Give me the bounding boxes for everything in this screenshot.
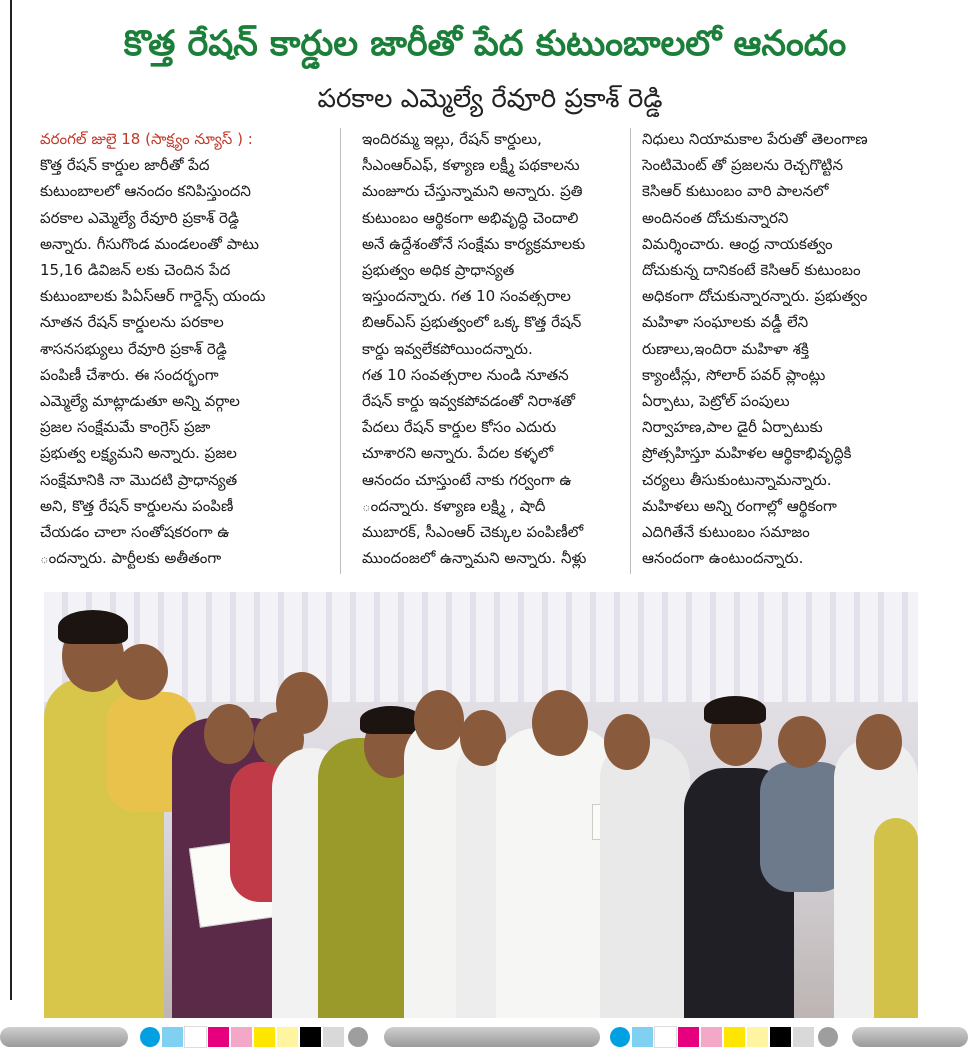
article-line: పరకాల ఎమ్మెల్యే రేవూరి ప్రకాశ్ రెడ్డి <box>40 208 240 227</box>
article-line: ప్రభుత్వం అధిక ప్రాధాన్యత <box>362 261 515 280</box>
color-swatch <box>747 1027 768 1047</box>
gray-dot <box>818 1027 838 1047</box>
article-line: నిధులు నియామకాల పేరుతో తెలంగాణ <box>642 130 868 148</box>
color-swatch <box>277 1027 298 1047</box>
registration-bar <box>384 1027 600 1047</box>
color-swatch <box>231 1027 252 1047</box>
photo-hair <box>58 610 128 644</box>
article-line: క్యాంటీన్లు, సోలార్ పవర్ ప్లాంట్లు <box>642 365 826 384</box>
cyan-dot <box>610 1027 630 1047</box>
article-line: మహిళా సంఘాలకు వడ్డీ లేని <box>642 313 809 332</box>
article-line: సీఎంఆర్ఎఫ్, కళ్యాణ లక్ష్మీ పథకాలను <box>362 156 580 175</box>
article-line: చూశారని అన్నారు. పేదల కళ్ళలో <box>362 444 554 463</box>
color-swatch <box>300 1027 321 1047</box>
article-line: కెసిఆర్ కుటుంబం వారి పాలనలో <box>642 182 829 201</box>
article-line: శాసనసభ్యులు రేవూరి ప్రకాశ్ రెడ్డి <box>40 339 227 358</box>
article-line: రుణాలు,ఇందిరా మహిళా శక్తి <box>642 339 809 358</box>
color-swatch <box>185 1027 206 1047</box>
article-line: ముబారక్, సీఎంఆర్ చెక్కుల పంపిణీలో <box>362 523 584 542</box>
article-line: ఎదిగితేనే కుటుంబం సమాజం <box>642 523 810 542</box>
article-line: దోచుకున్న దానికంటే కెసిఆర్ కుటుంబం <box>642 261 861 280</box>
article-line: ఇస్తుందన్నారు. గత 10 సంవత్సరాల <box>362 287 571 306</box>
color-swatch <box>632 1027 653 1047</box>
photo-hair <box>360 706 422 734</box>
article-line: సెంటిమెంట్ తో ప్రజలను రెచ్చగొట్టిన <box>642 156 844 175</box>
photo-face <box>604 714 650 770</box>
article-line: కార్డు ఇవ్వలేకపోయిందన్నారు. <box>362 339 533 358</box>
article-line: నూతన రేషన్ కార్డులను పరకాల <box>40 313 224 332</box>
article-line: 15,16 డివిజన్ లకు చెందిన పేద <box>40 261 231 280</box>
color-swatch <box>678 1027 699 1047</box>
color-swatch <box>323 1027 344 1047</box>
column-divider <box>630 128 631 574</box>
article-line: విమర్శించారు. ఆంధ్ర నాయకత్వం <box>642 234 833 253</box>
dateline: వరంగల్ జులై 18 (సాక్ష్యం న్యూస్ ) : <box>40 130 253 148</box>
article-line: చేయడం చాలా సంతోషకరంగా ఉ <box>40 523 230 542</box>
article-body <box>40 126 930 578</box>
color-swatch <box>701 1027 722 1047</box>
article-line: పేదలు రేషన్ కార్డుల కోసం ఎదురు <box>362 418 557 437</box>
gray-dot <box>348 1027 368 1047</box>
subheadline: పరకాల ఎమ్మెల్యే రేవూరి ప్రకాశ్ రెడ్డి <box>317 84 663 114</box>
article-line: కుటుంబాలకు పిఏస్ఆర్ గార్డెన్స్ యందు <box>40 287 266 306</box>
color-swatch <box>655 1027 676 1047</box>
article-line: ప్రోత్సహిస్తూ మహిళల ఆర్థికాభివృద్ధికి <box>642 444 852 463</box>
article-line: ప్రజల సంక్షేమమే కాంగ్రెస్ ప్రజా <box>40 418 211 437</box>
article-line: నిర్వాహణ,పాల డైరీ ఏర్పాటుకు <box>642 418 823 437</box>
article-line: పంపిణీ చేశారు. ఈ సందర్భంగా <box>40 365 219 384</box>
registration-bar <box>852 1027 968 1047</box>
article-line: ఏర్పాటు, పెట్రోల్ పంపులు <box>642 392 790 411</box>
article-line: అధికంగా దోచుకున్నారన్నారు. ప్రభుత్వం <box>642 287 868 306</box>
article-line: కుటుంబం ఆర్థికంగా అభివృద్ధి చెందాలి <box>362 208 579 227</box>
article-line: మహిళలు అన్ని రంగాల్లో ఆర్థికంగా <box>642 496 837 515</box>
page-edge-rule <box>10 0 12 1000</box>
color-swatch <box>208 1027 229 1047</box>
photo-backdrop-curtain <box>44 592 918 702</box>
article-line: కుటుంబాలలో ఆనందం కనిపిస్తుందని <box>40 182 251 201</box>
article-line: ప్రభుత్వ లక్ష్యమని అన్నారు. ప్రజల <box>40 444 237 463</box>
photo-face <box>414 690 464 750</box>
article-line: మంజూరు చేస్తున్నామని అన్నారు. ప్రతి <box>362 182 583 201</box>
photo-face <box>276 672 328 734</box>
article-line: ఎమ్మెల్యే మాట్లాడుతూ అన్ని వర్గాల <box>40 392 240 411</box>
article-line: ఆనందం చూస్తుంటే నాకు గర్వంగా ఉ <box>362 470 572 489</box>
article-line: ఇందిరమ్మ ఇల్లు, రేషన్ కార్డులు, <box>362 130 542 148</box>
article-line: అనే ఉద్దేశంతోనే సంక్షేమ కార్యక్రమాలకు <box>362 234 586 253</box>
color-swatch <box>793 1027 814 1047</box>
photo-figure <box>496 728 616 1018</box>
photo-figure <box>600 738 690 1018</box>
article-column-1 <box>40 126 320 578</box>
article-line: కొత్త రేషన్ కార్డుల జారీతో పేద <box>40 156 210 175</box>
photo-face <box>116 644 168 700</box>
article-line: అన్నారు. గీసుగొండ మండలంతో పాటు <box>40 234 259 253</box>
article-line: ముందంజలో ఉన్నామని అన్నారు. నీళ్లు <box>362 549 587 568</box>
color-swatch <box>254 1027 275 1047</box>
news-photo <box>44 592 918 1018</box>
column-divider <box>340 128 341 574</box>
article-line: ందన్నారు. పార్టీలకు అతీతంగా <box>40 549 222 568</box>
cyan-dot <box>140 1027 160 1047</box>
photo-figure <box>874 818 918 1018</box>
article-line: ందన్నారు. కళ్యాణ లక్ష్మి , షాదీ <box>362 496 546 515</box>
photo-face <box>204 704 254 764</box>
headline: కొత్త రేషన్ కార్డుల జారీతో పేద కుటుంబాలలో ఆనందం <box>123 24 847 64</box>
article-line: రేషన్ కార్డు ఇవ్వకపోవడంతో నిరాశతో <box>362 392 575 411</box>
photo-face <box>856 714 902 770</box>
article-column-2 <box>362 126 644 578</box>
article-line: ఆనందంగా ఉంటుందన్నారు. <box>642 549 804 568</box>
color-swatch <box>162 1027 183 1047</box>
color-swatch <box>770 1027 791 1047</box>
photo-face <box>778 716 826 768</box>
print-color-bar <box>0 1024 968 1050</box>
article-line: గత 10 సంవత్సరాల నుండి నూతన <box>362 365 569 384</box>
photo-face <box>532 690 588 756</box>
article-line: బిఆర్ఎస్ ప్రభుత్వంలో ఒక్క కొత్త రేషన్ <box>362 313 582 332</box>
article-line: చర్యలు తీసుకుంటున్నామన్నారు. <box>642 470 832 489</box>
article-line: అని, కొత్త రేషన్ కార్డులను పంపిణీ <box>40 496 234 515</box>
color-swatch <box>724 1027 745 1047</box>
article-line: అందినంత దోచుకున్నారని <box>642 208 789 227</box>
article-column-3 <box>642 126 930 578</box>
photo-hair <box>704 696 766 724</box>
article-line: సంక్షేమానికి నా మొదటి ప్రాధాన్యత <box>40 470 238 489</box>
registration-bar <box>0 1027 128 1047</box>
